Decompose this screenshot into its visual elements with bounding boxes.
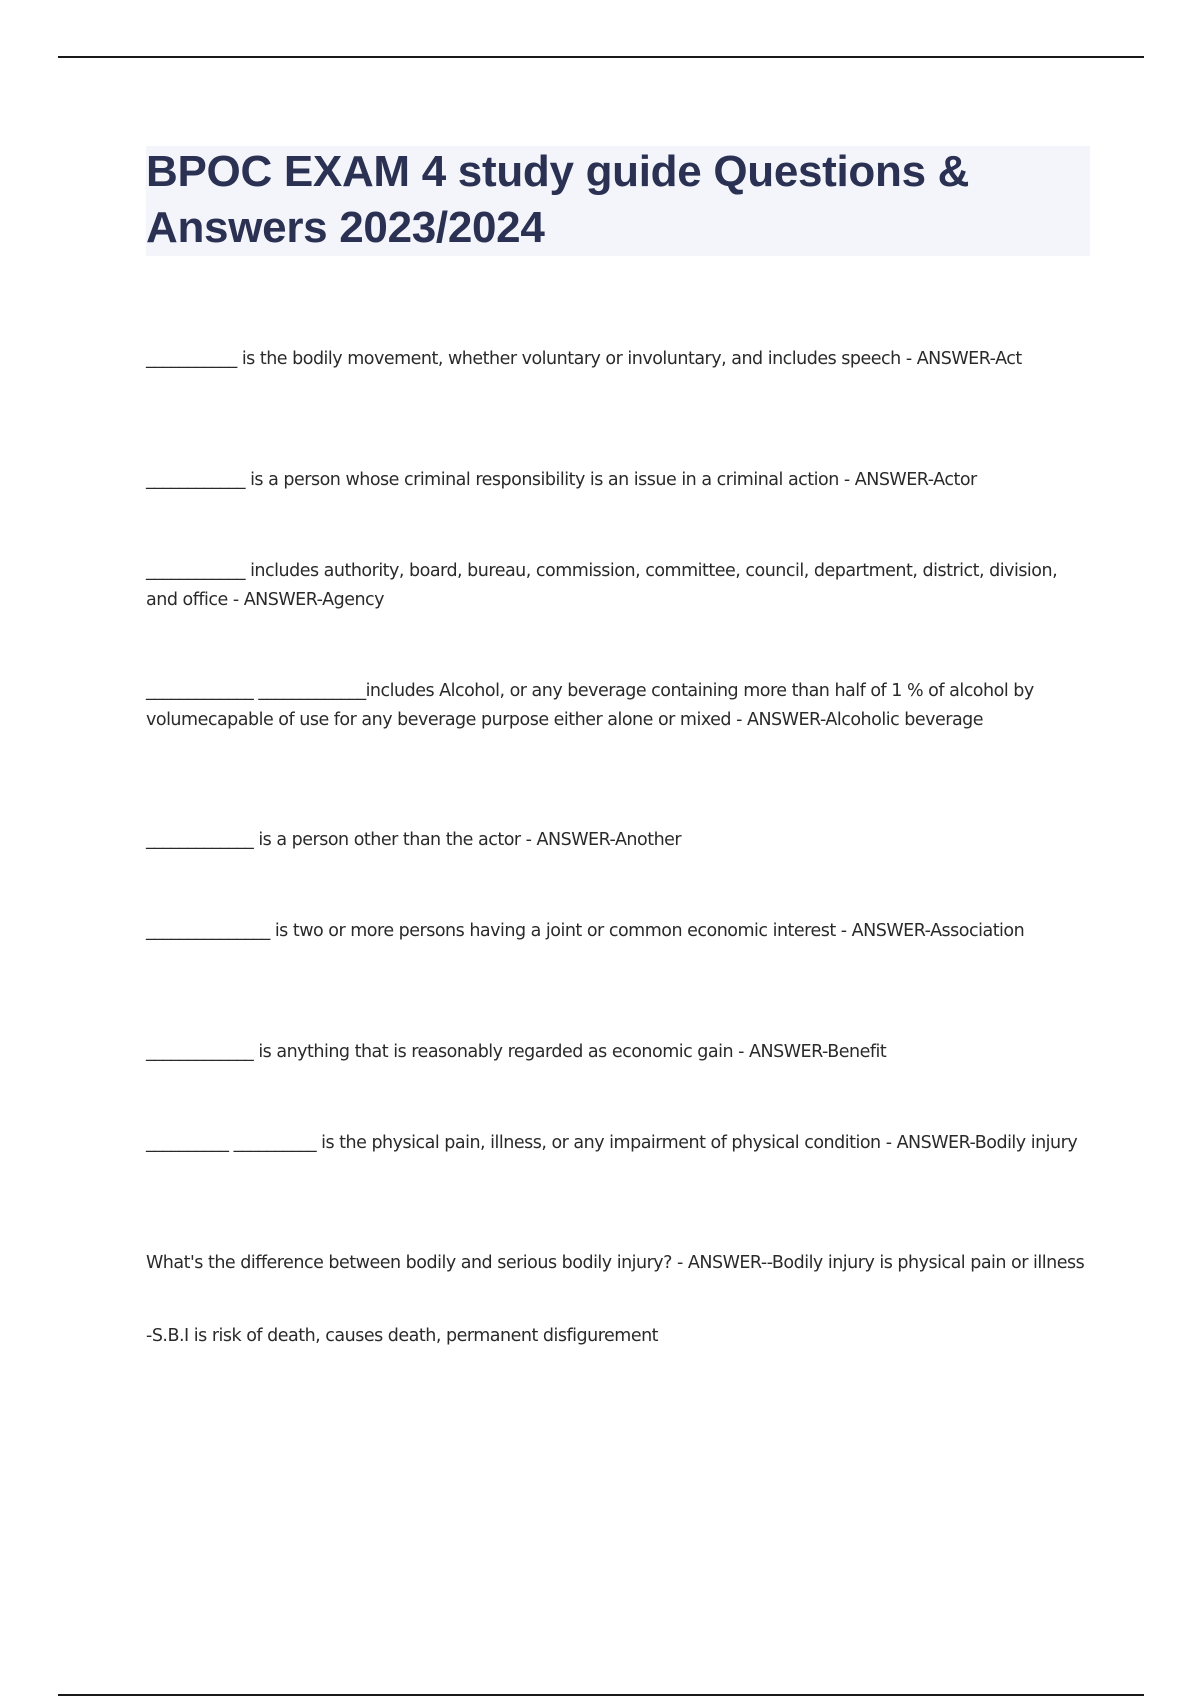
header-rule [58,56,1144,58]
qa-item-association: _______________ is two or more persons having a joint or common economic interest - ANSWER-Association [146,921,1025,941]
qa-item-sbi: -S.B.I is risk of death, causes death, permanent disfigurement [146,1326,659,1346]
qa-item-actor: ____________ is a person whose criminal responsibility is an issue in a criminal action - ANSWER-Actor [146,470,977,490]
qa-item-agency: ____________ includes authority, board, bureau, commission, committee, council, department, district, division, and office - ANSWER-Agency [146,561,1058,610]
footer-rule [58,1694,1144,1696]
qa-item-act: ___________ is the bodily movement, whether voluntary or involuntary, and includes speech - ANSWER-Act [146,349,1022,369]
qa-item-benefit: _____________ is anything that is reasonably regarded as economic gain - ANSWER-Benefit [146,1042,887,1062]
qa-item-bodily-injury: __________ __________ is the physical pain, illness, or any impairment of physical condition - ANSWER-Bodily injury [146,1133,1078,1153]
qa-item-alcoholic-beverage: _____________ _____________includes Alcohol, or any beverage containing more than half of 1 % of alcohol by volumecapable of use for any beverage purpose either alone or mixed - ANSWER-Alcoholic beverage [146,681,1034,730]
qa-item-difference: What's the difference between bodily and serious bodily injury? - ANSWER--Bodily injury is physical pain or illness [146,1253,1085,1273]
document-title: BPOC EXAM 4 study guide Questions & Answers 2023/2024 [146,147,970,252]
qa-item-another: _____________ is a person other than the actor - ANSWER-Another [146,830,682,850]
